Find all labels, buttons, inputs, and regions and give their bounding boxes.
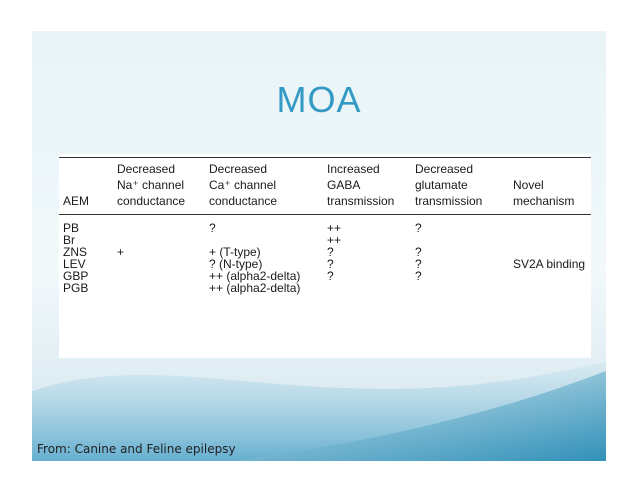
table-cell xyxy=(509,270,591,282)
table-cell: ZNS xyxy=(63,245,87,259)
table-cell: ? xyxy=(415,269,422,283)
table-cell: ++ xyxy=(327,221,342,235)
header-novel: Novel mechanism xyxy=(513,178,575,208)
slide xyxy=(32,31,606,461)
table-cell xyxy=(113,258,205,270)
table-cell: GBP xyxy=(63,269,89,283)
table-cell xyxy=(411,234,509,246)
table-cell xyxy=(113,234,205,246)
table-cell: ++ (alpha2-delta) xyxy=(209,269,301,283)
table-cell: PB xyxy=(63,221,80,235)
table-cell: ? xyxy=(209,221,216,235)
table-cell: ? xyxy=(415,245,422,259)
header-ca-channel: Decreased Ca⁺ channel conductance xyxy=(209,162,278,208)
table-cell: ? xyxy=(327,245,334,259)
table-row xyxy=(59,258,591,270)
table-cell xyxy=(411,282,509,294)
table-row xyxy=(59,215,591,235)
table-cell: ++ (alpha2-delta) xyxy=(209,281,301,295)
moa-table-card xyxy=(59,154,591,358)
table-cell: + xyxy=(117,245,125,259)
slide-title: MOA xyxy=(276,79,362,120)
source-caption: From: Canine and Feline epilepsy xyxy=(37,442,236,456)
table-cell xyxy=(323,282,411,294)
table-cell: Br xyxy=(63,233,75,247)
table-cell xyxy=(509,282,591,294)
table-cell: PGB xyxy=(63,281,89,295)
table-cell: ? (N-type) xyxy=(209,257,263,271)
table-cell: SV2A binding xyxy=(513,257,586,271)
table-cell: + (T-type) xyxy=(209,245,261,259)
table-row xyxy=(59,246,591,258)
header-gaba: Increased GABA transmission xyxy=(327,162,395,208)
header-aem: AEM xyxy=(63,194,90,208)
table-cell: ? xyxy=(415,221,422,235)
table-row xyxy=(59,234,591,246)
table-cell: ? xyxy=(327,257,334,271)
table-cell: ? xyxy=(415,257,422,271)
table-cell xyxy=(113,282,205,294)
table-cell xyxy=(509,215,591,235)
table-cell: ++ xyxy=(327,233,342,247)
header-glutamate: Decreased glutamate transmission xyxy=(415,162,483,208)
table-row xyxy=(59,270,591,282)
table-cell: ? xyxy=(327,269,334,283)
table-cell xyxy=(509,234,591,246)
table-header-row xyxy=(59,158,591,215)
table-cell: LEV xyxy=(63,257,86,271)
header-na-channel: Decreased Na⁺ channel conductance xyxy=(117,162,186,208)
table-cell xyxy=(113,270,205,282)
moa-table xyxy=(59,157,591,294)
table-cell xyxy=(113,215,205,235)
table-row xyxy=(59,282,591,294)
